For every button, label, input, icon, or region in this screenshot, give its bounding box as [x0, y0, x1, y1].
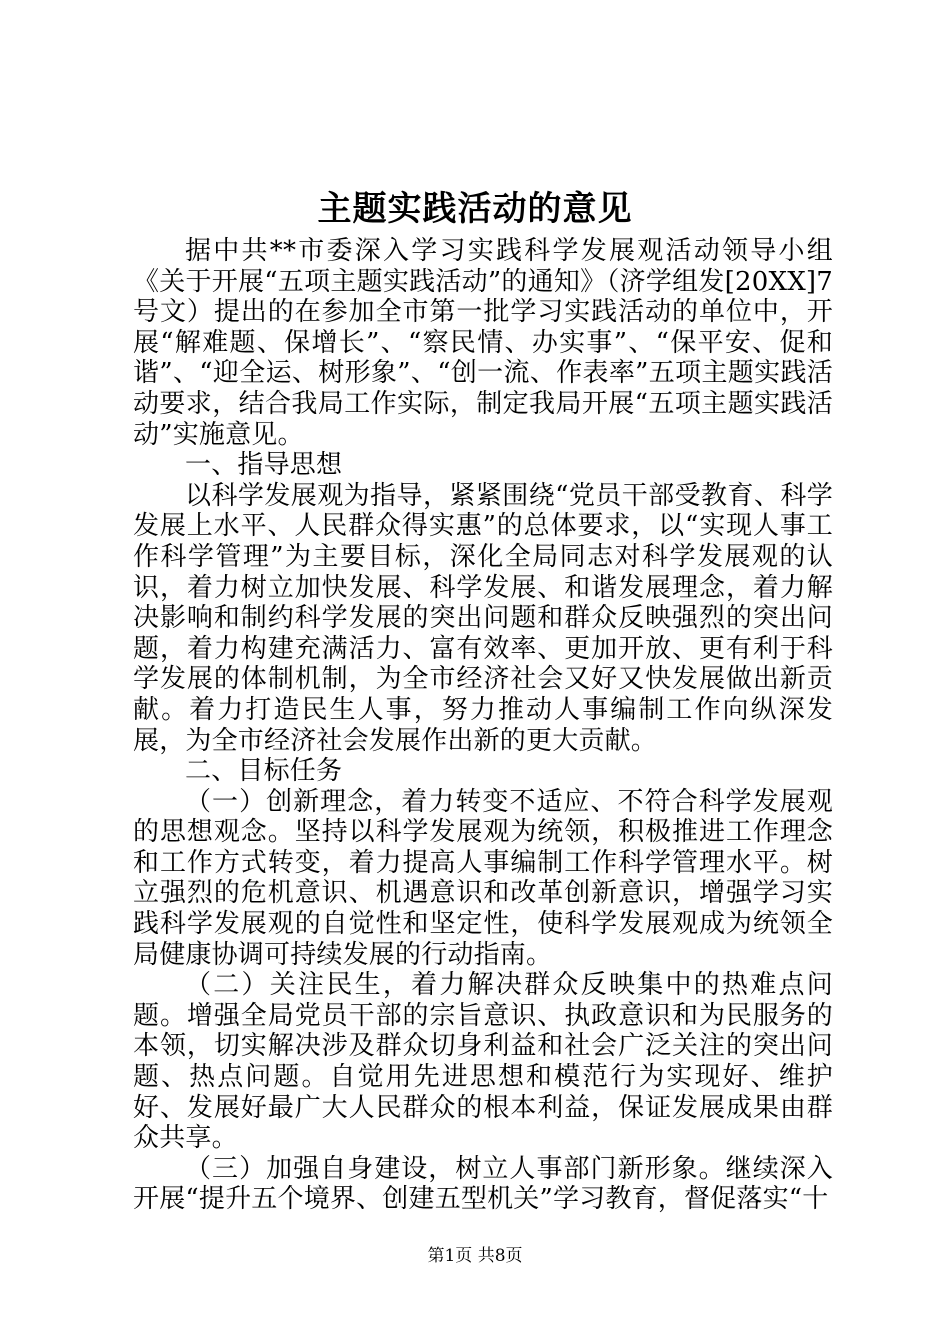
page-footer: 第1页 共8页 [427, 1246, 523, 1266]
section-heading-goals: 二、目标任务 [185, 756, 343, 787]
goal-item-2: （二）关注民生，着力解决群众反映集中的热难点问题。增强全局党员干部的宗旨意识、执政意识和为民服务的本领，切实解决涉及群众切身利益和社会广泛关注的突出问题、热点问题。自觉用先进思想和模范行为实现好、维护好、发展好最广大人民群众的根本利益，保证发展成果由群众共享。 [133, 970, 833, 1154]
section-heading-guiding-thought: 一、指导思想 [185, 450, 343, 481]
goal-item-3: （三）加强自身建设，树立人事部门新形象。继续深入开展“提升五个境界、创建五型机关”学习教育，督促落实“十 [133, 1153, 833, 1215]
document-body [133, 236, 833, 1215]
goal-item-1: （一）创新理念，着力转变不适应、不符合科学发展观的思想观念。坚持以科学发展观为统领，积极推进工作理念和工作方式转变，着力提高人事编制工作科学管理水平。树立强烈的危机意识、机遇意识和改革创新意识，增强学习实践科学发展观的自觉性和坚定性，使科学发展观成为统领全局健康协调可持续发展的行动指南。 [133, 786, 833, 970]
guiding-thought-paragraph: 以科学发展观为指导，紧紧围绕“党员干部受教育、科学发展上水平、人民群众得实惠”的总体要求，以“实现人事工作科学管理”为主要目标，深化全局同志对科学发展观的认识，着力树立加快发展、科学发展、和谐发展理念，着力解决影响和制约科学发展的突出问题和群众反映强烈的突出问题，着力构建充满活力、富有效率、更加开放、更有利于科学发展的体制机制，为全市经济社会又好又快发展做出新贡献。着力打造民生人事，努力推动人事编制工作向纵深发展，为全市经济社会发展作出新的更大贡献。 [133, 480, 833, 756]
document-title: 主题实践活动的意见 [317, 189, 633, 229]
intro-paragraph: 据中共**市委深入学习实践科学发展观活动领导小组《关于开展“五项主题实践活动”的通知》（济学组发[20XX]7号文）提出的在参加全市第一批学习实践活动的单位中，开展“解难题、保增长”、“察民情、办实事”、“保平安、促和谐”、“迎全运、树形象”、“创一流、作表率”五项主题实践活动要求，结合我局工作实际，制定我局开展“五项主题实践活动”实施意见。 [133, 236, 833, 450]
